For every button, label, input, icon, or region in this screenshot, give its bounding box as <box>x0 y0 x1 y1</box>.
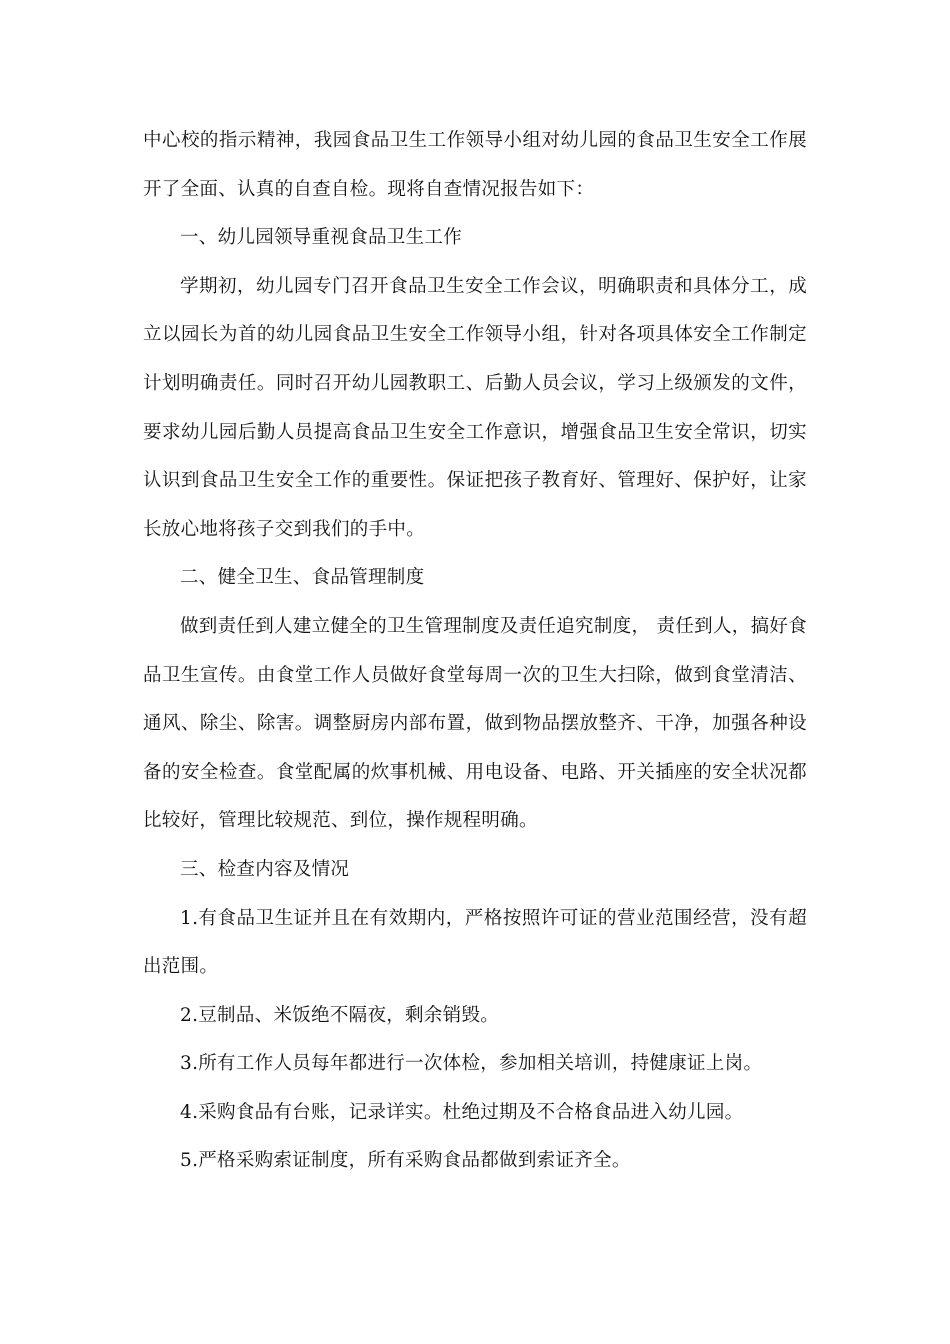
paragraph-section-2: 做到责任到人建立健全的卫生管理制度及责任追究制度， 责任到人，搞好食品卫生宣传。由食堂工作人员做好食堂每周一次的卫生大扫除，做到食堂清洁、通风、除尘、除害。调整厨房内部布置，做到物品摆放整齐、干净，加强各种设备的安全检查。食堂配属的炊事机械、用电设备、电路、开关插座的安全状况都比较好，管理比较规范、到位，操作规程明确。 <box>143 615 807 832</box>
paragraph-intro: 中心校的指示精神，我园食品卫生工作领导小组对幼儿园的食品卫生安全工作展开了全面、认真的自查自检。现将自查情况报告如下： <box>143 130 807 200</box>
heading-section-3: 三、检查内容及情况 <box>180 858 350 880</box>
document-body <box>143 117 807 1186</box>
list-item-1: 1.有食品卫生证并且在有效期内，严格按照许可证的营业范围经营，没有超出范围。 <box>143 907 807 978</box>
list-item-5: 5.严格采购索证制度，所有采购食品都做到索证齐全。 <box>180 1150 631 1172</box>
paragraph-section-1: 学期初，幼儿园专门召开食品卫生安全工作会议，明确职责和具体分工，成立以园长为首的幼儿园食品卫生安全工作领导小组，针对各项具体安全工作制定计划明确责任。同时召开幼儿园教职工、后勤人员会议，学习上级颁发的文件，要求幼儿园后勤人员提高食品卫生安全工作意识，增强食品卫生安全常识，切实认识到食品卫生安全工作的重要性。保证把孩子教育好、管理好、保护好，让家长放心地将孩子交到我们的手中。 <box>143 275 807 540</box>
heading-section-1: 一、幼儿园领导重视食品卫生工作 <box>180 227 463 249</box>
list-item-2: 2.豆制品、米饭绝不隔夜，剩余销毁。 <box>180 1004 500 1026</box>
heading-section-2: 二、健全卫生、食品管理制度 <box>180 567 425 589</box>
list-item-4: 4.采购食品有台账，记录详实。杜绝过期及不合格食品进入幼儿园。 <box>180 1101 744 1123</box>
list-item-3: 3.所有工作人员每年都进行一次体检，参加相关培训，持健康证上岗。 <box>180 1053 763 1075</box>
